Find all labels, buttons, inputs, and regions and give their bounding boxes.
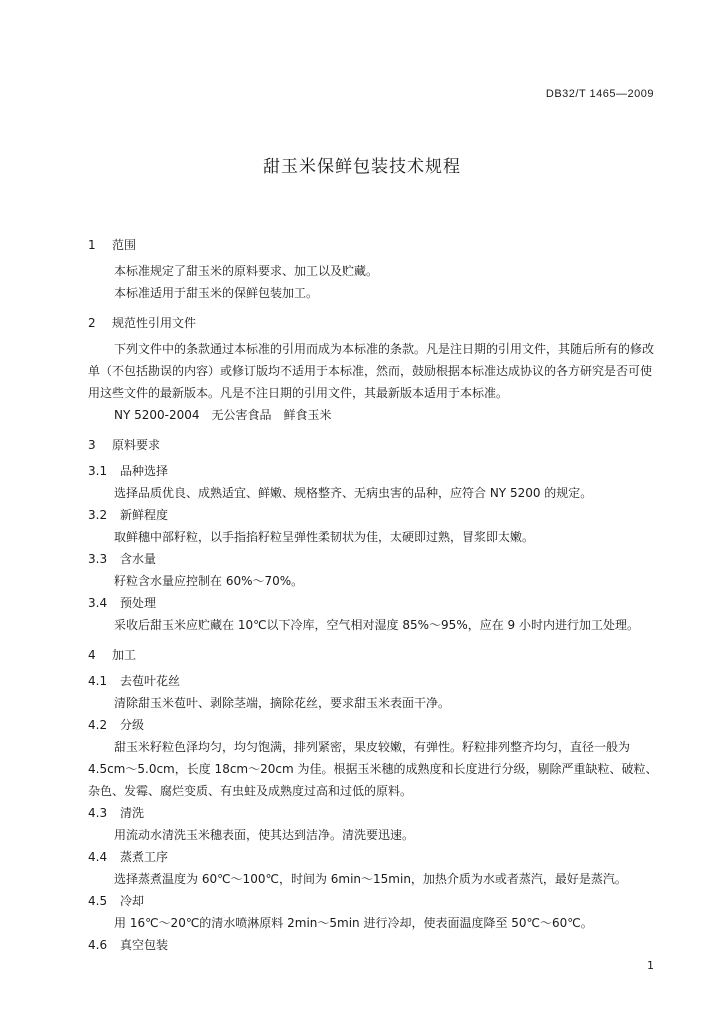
subsection-title: 分级 [120, 718, 145, 732]
section-heading [88, 644, 658, 666]
subsection-title: 去苞叶花丝 [120, 674, 181, 688]
subsection-heading [88, 670, 658, 692]
section-title: 原料要求 [112, 438, 161, 452]
paragraph: 取鲜穗中部籽粒，以手指掐籽粒呈弹性柔韧状为佳，太硬即过熟，冒浆即太嫩。 [114, 530, 535, 544]
section-title: 规范性引用文件 [112, 316, 197, 330]
section-title: 加工 [112, 648, 137, 662]
paragraph: 清除甜玉米苞叶、剥除茎端，摘除花丝，要求甜玉米表面干净。 [114, 696, 451, 710]
section-number: 2 [88, 316, 96, 330]
section-heading [88, 434, 658, 456]
subsection-title: 真空包装 [120, 938, 169, 952]
subsection-title: 含水量 [120, 552, 157, 566]
subsection-heading [88, 592, 658, 614]
subsection-heading [88, 890, 658, 912]
paragraph: 选择品质优良、成熟适宜、鲜嫩、规格整齐、无病虫害的品种，应符合 NY 5200 的规定。 [114, 486, 593, 500]
subsection-number: 3.4 [88, 596, 108, 610]
subsection-heading [88, 548, 658, 570]
subsection-number: 3.3 [88, 552, 108, 566]
paragraph: 籽粒含水量应控制在 60%～70%。 [114, 574, 304, 588]
subsection-number: 3.2 [88, 508, 108, 522]
section-number: 4 [88, 648, 96, 662]
paragraph: 用流动水清洗玉米穗表面，使其达到洁净。清洗要迅速。 [114, 828, 415, 842]
paragraph: 下列文件中的条款通过本标准的引用而成为本标准的条款。凡是注日期的引用文件，其随后所有的修改单（不包括勘误的内容）或修订版均不适用于本标准，然而，鼓励根据本标准达成协议的各方研究是否可使用这些文件的最新版本。凡是不注日期的引用文件，其最新版本适用于本标准。 [88, 342, 655, 400]
subsection-number: 4.3 [88, 806, 108, 820]
section-heading [88, 234, 658, 256]
subsection-title: 新鲜程度 [120, 508, 169, 522]
subsection-number: 3.1 [88, 464, 108, 478]
paragraph: 采收后甜玉米应贮藏在 10℃以下冷库，空气相对湿度 85%～95%，应在 9 小时内进行加工处理。 [114, 618, 639, 632]
section-title: 范围 [112, 238, 137, 252]
subsection-number: 4.1 [88, 674, 108, 688]
paragraph: 用 16℃～20℃的清水喷淋原料 2min～5min 进行冷却，使表面温度降至 50℃～60℃。 [114, 916, 593, 930]
page-number: 1 [647, 959, 654, 972]
subsection-heading [88, 504, 658, 526]
subsection-heading [88, 934, 658, 956]
reference-item: NY 5200-2004 无公害食品 鲜食玉米 [114, 408, 332, 422]
subsection-heading [88, 714, 658, 736]
subsection-title: 冷却 [120, 894, 145, 908]
section-heading [88, 312, 658, 334]
subsection-heading [88, 846, 658, 868]
subsection-title: 蒸煮工序 [120, 850, 169, 864]
subsection-number: 4.6 [88, 938, 108, 952]
paragraph: 本标准规定了甜玉米的原料要求、加工以及贮藏。 [114, 264, 379, 278]
subsection-heading [88, 802, 658, 824]
subsection-heading [88, 460, 658, 482]
subsection-title: 清洗 [120, 806, 145, 820]
subsection-number: 4.5 [88, 894, 108, 908]
paragraph: 甜玉米籽粒色泽均匀，均匀饱满，排列紧密，果皮较嫩，有弹性。籽粒排列整齐均匀，直径一般为 4.5cm～5.0cm，长度 18cm～20cm 为佳。根据玉米穗的成熟度和长度进行分级，剔除严重缺粒、破粒、杂色、发霉、腐烂变质、有虫蛀及成熟度过高和过低的原料。 [88, 740, 658, 798]
standard-code: DB32/T 1465—2009 [545, 88, 654, 100]
document-title: 甜玉米保鲜包装技术规程 [263, 157, 461, 177]
subsection-title: 品种选择 [120, 464, 169, 478]
section-number: 1 [88, 238, 96, 252]
paragraph: 本标准适用于甜玉米的保鲜包装加工。 [114, 286, 319, 300]
section-number: 3 [88, 438, 96, 452]
paragraph: 选择蒸煮温度为 60℃～100℃，时间为 6min～15min，加热介质为水或者蒸汽，最好是蒸汽。 [114, 872, 627, 886]
subsection-title: 预处理 [120, 596, 157, 610]
subsection-number: 4.4 [88, 850, 108, 864]
subsection-number: 4.2 [88, 718, 108, 732]
document-body [88, 226, 658, 956]
